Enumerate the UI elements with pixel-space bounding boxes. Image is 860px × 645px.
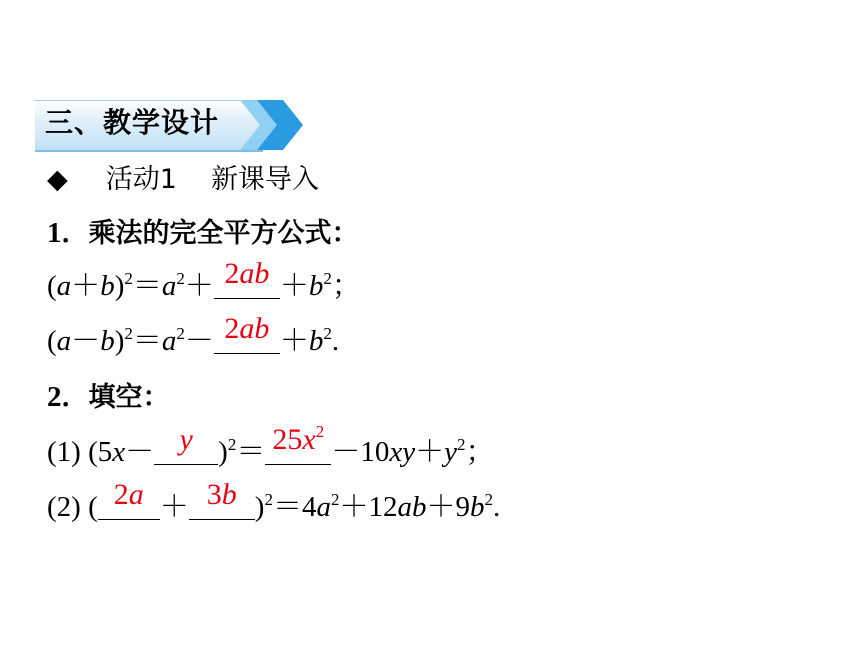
- q1-answer-2-exponent: 2: [315, 422, 325, 441]
- item2-number: 2: [47, 381, 62, 413]
- question-2: (2) ( 2a ＋ 3b )$^2=4a^2+12ab+9b^2$.: [47, 487, 500, 531]
- question-1: (1) (5x－ y )$^2$＝ $25x^2$ $-10xy+y^2$；: [47, 422, 495, 468]
- item1-text: 乘法的完全平方公式：: [88, 218, 359, 249]
- item1-number: 1: [47, 217, 62, 249]
- q1-answer-2: [265, 420, 331, 464]
- q1-blank-1: [154, 423, 218, 465]
- q2-answer-2: 3b: [206, 478, 237, 511]
- item2-dot: ．: [61, 382, 89, 413]
- formula1-blank: [214, 257, 280, 299]
- q1-label: (1): [47, 436, 81, 468]
- q2-blank-1: [98, 478, 160, 520]
- q1-answer-1: y: [179, 423, 193, 456]
- bullet-diamond-icon: ◆: [47, 164, 68, 195]
- q2-answer-1: 2a: [113, 478, 144, 511]
- q1-answer-2-base: 25x: [272, 423, 316, 456]
- activity-label: 活动1: [105, 164, 177, 195]
- q1-blank-2: [265, 422, 331, 465]
- section-banner: [35, 97, 305, 155]
- section-title: 三、教学设计: [45, 106, 220, 139]
- formula2-answer: 2ab: [224, 312, 270, 345]
- activity-heading: [47, 159, 319, 200]
- q2-blank-2: [189, 478, 255, 520]
- formula1-answer: 2ab: [224, 257, 270, 290]
- q2-label: (2): [47, 491, 81, 523]
- activity-title: 新课导入: [210, 164, 319, 195]
- item1-heading: [47, 213, 359, 254]
- formula-2: $(a-b)^2=a^2-$ 2ab $+b^2$.: [47, 321, 339, 365]
- item2-heading: [47, 377, 170, 418]
- item1-dot: ．: [61, 218, 89, 249]
- item2-text: 填空：: [88, 382, 170, 413]
- formula2-blank: [214, 312, 280, 354]
- formula-1: $(a+b)^2=a^2+$ 2ab $+b^2$；: [47, 266, 361, 310]
